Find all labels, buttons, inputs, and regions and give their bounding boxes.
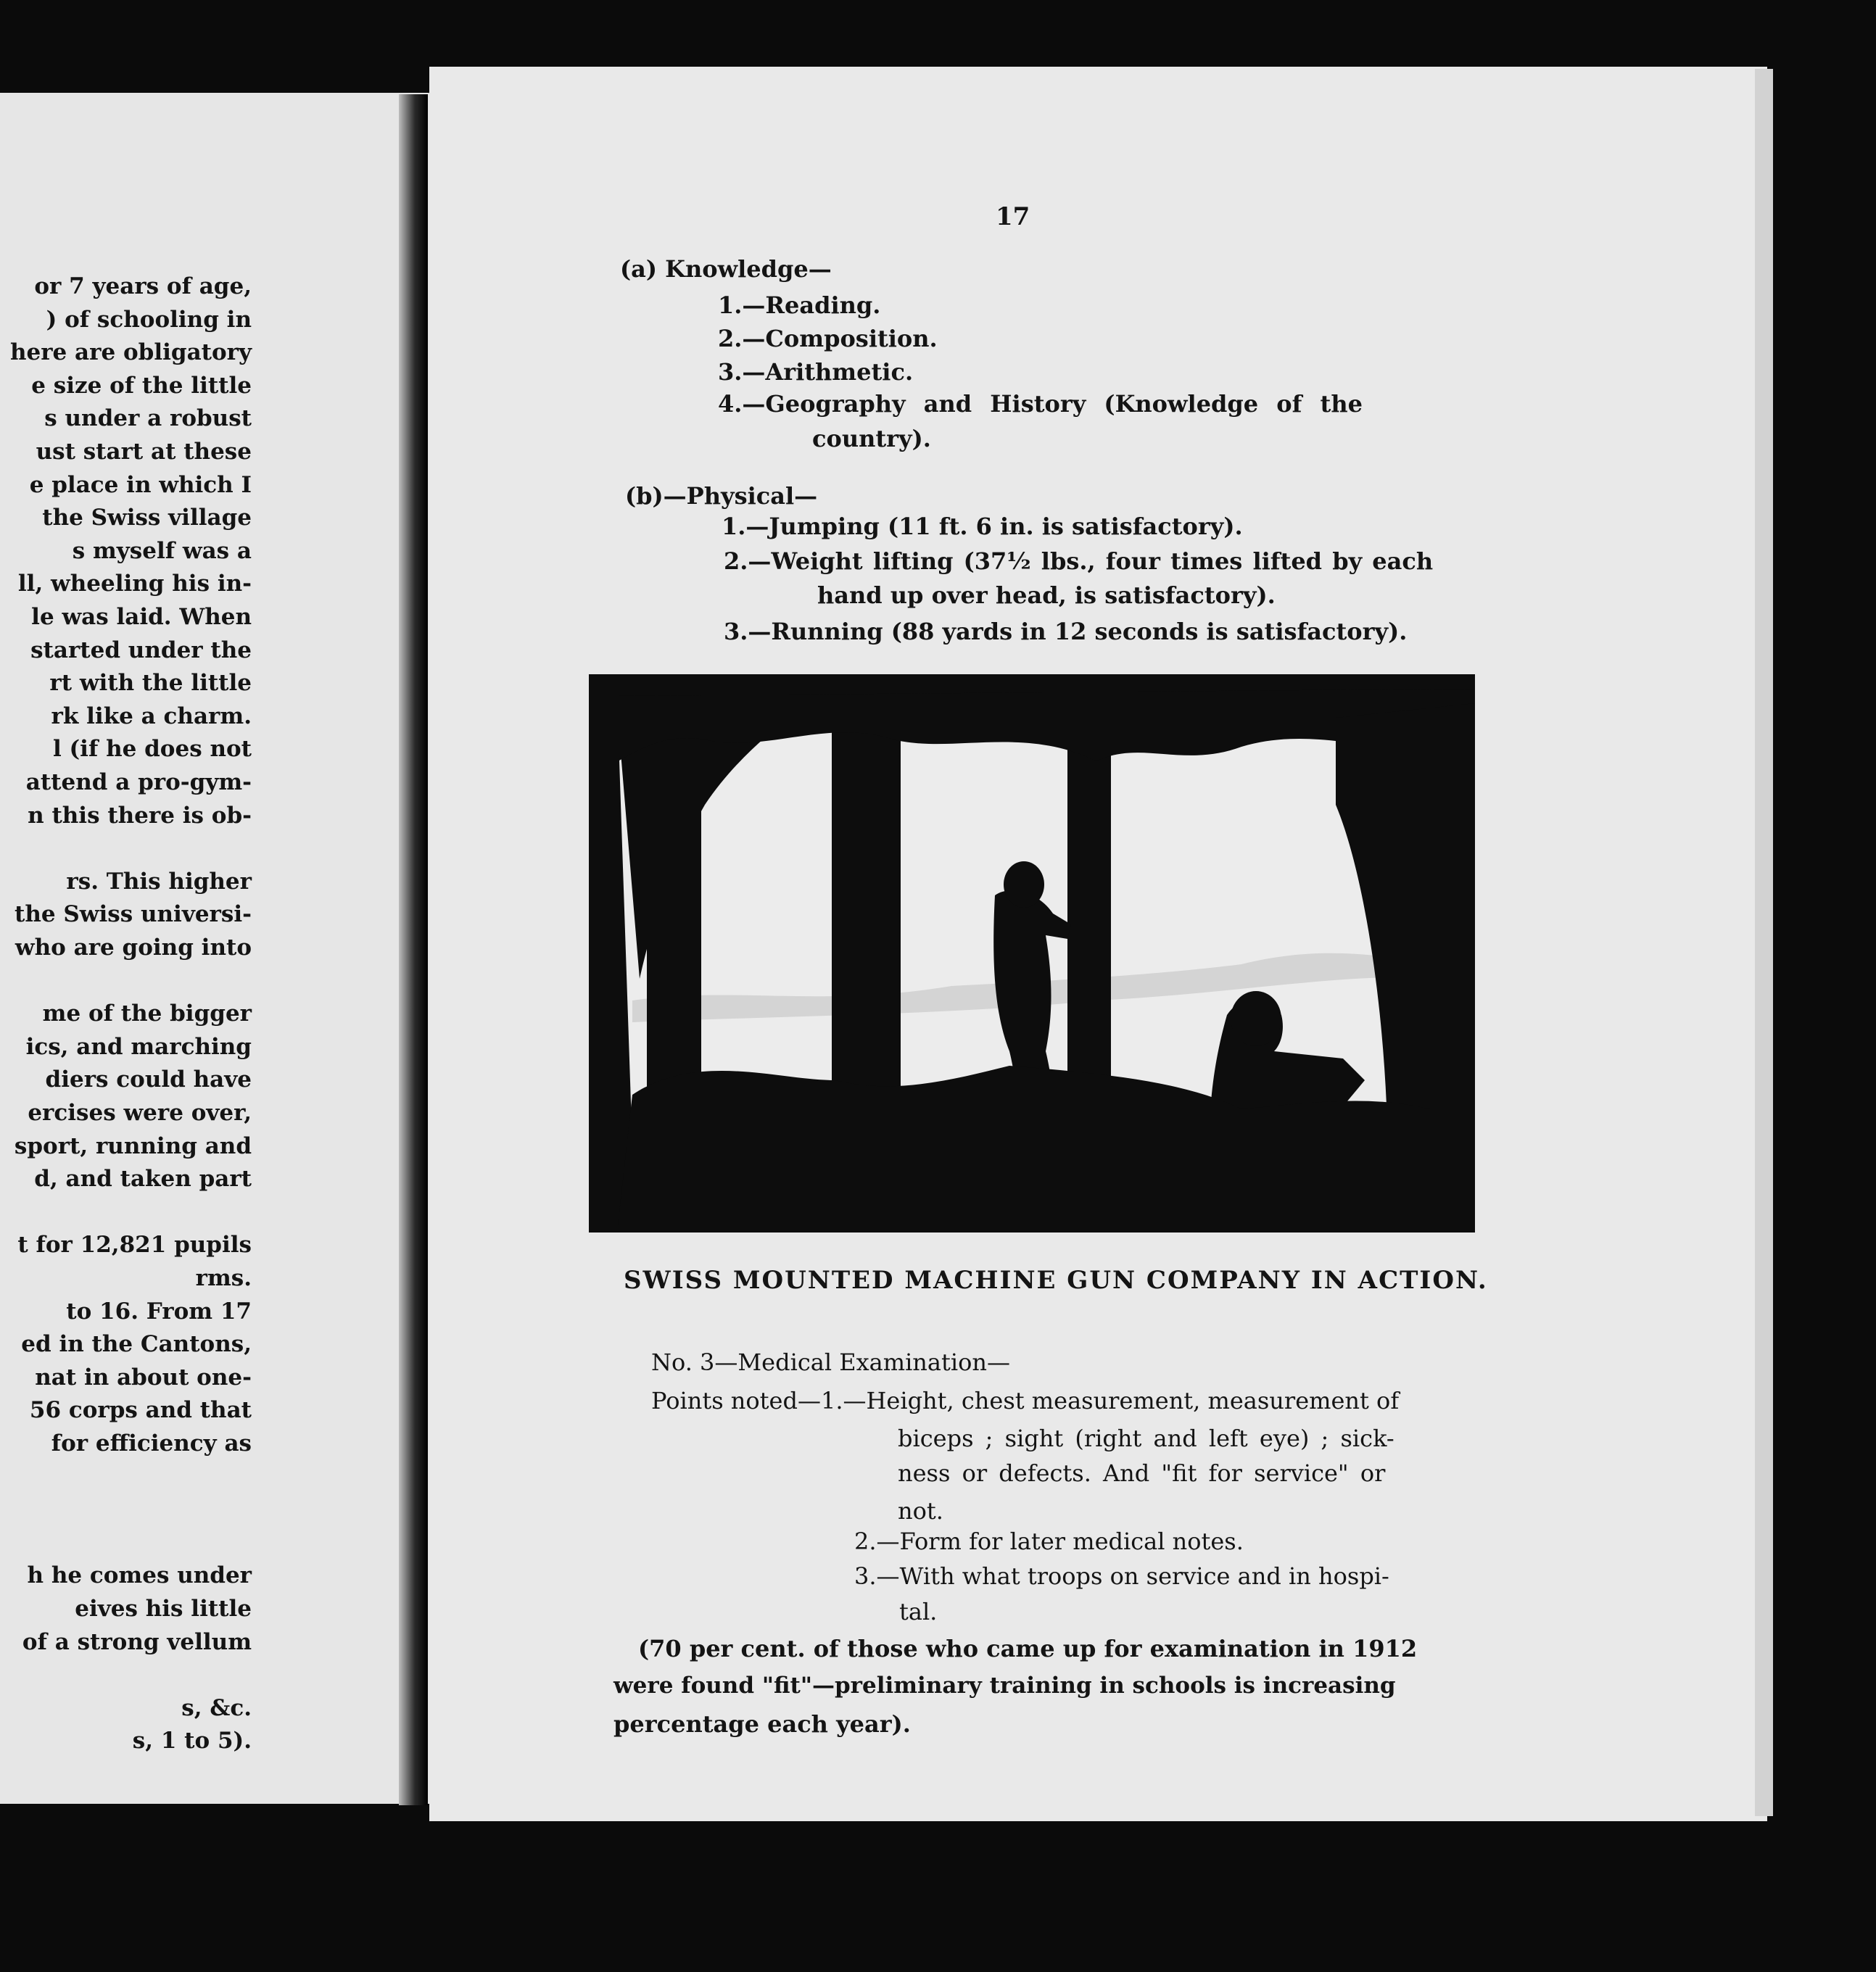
left-page-line: me of the bigger [42, 1000, 252, 1027]
left-page-line: ) of schooling in [46, 306, 252, 333]
book-gutter [399, 94, 428, 1805]
knowledge-heading: (a) Knowledge— [620, 255, 832, 283]
left-page-line: n this there is ob- [28, 802, 252, 829]
left-page-line: e size of the little [31, 372, 252, 399]
left-page-line: le was laid. When [31, 604, 252, 630]
medical-line: biceps ; sight (right and left eye) ; sick- [898, 1425, 1394, 1452]
page-edge [1755, 69, 1773, 1816]
note-line: percentage each year). [613, 1710, 911, 1738]
forest-silhouette-illustration [589, 674, 1475, 1232]
left-page-line: started under the [30, 637, 252, 663]
knowledge-item: 2.—Composition. [718, 325, 938, 352]
left-page-line: who are going into [15, 935, 252, 961]
photo-caption: SWISS MOUNTED MACHINE GUN COMPANY IN ACTION. [624, 1266, 1488, 1295]
physical-heading: (b)—Physical— [625, 482, 818, 510]
left-page-line: ercises were over, [28, 1100, 252, 1126]
left-page-line: ust start at these [36, 439, 252, 465]
left-page-line: e place in which I [29, 471, 252, 498]
left-page-line: h he comes under [27, 1562, 252, 1589]
medical-line: tal. [899, 1598, 938, 1625]
knowledge-item: country). [812, 425, 931, 452]
left-page-line: attend a pro-gym- [25, 769, 252, 795]
medical-line: Points noted—1.—Height, chest measurement, measurement of [651, 1387, 1400, 1414]
left-page-line: the Swiss village [42, 505, 252, 531]
medical-line: ness or defects. And "fit for service" or [898, 1459, 1386, 1487]
left-page-line: ed in the Cantons, [21, 1331, 252, 1358]
left-page-line: 56 corps and that [29, 1397, 252, 1424]
knowledge-item: 4.—Geography and History (Knowledge of the [718, 390, 1363, 418]
left-page-line: t for 12,821 pupils [17, 1232, 252, 1259]
left-page-line: diers could have [45, 1066, 252, 1093]
medical-heading: No. 3—Medical Examination— [651, 1348, 1010, 1376]
left-page [0, 93, 431, 1804]
left-page-line: rk like a charm. [51, 703, 252, 729]
medical-line: not. [898, 1497, 943, 1525]
left-page-line: of a strong vellum [22, 1628, 252, 1655]
left-page-line: rms. [195, 1265, 252, 1291]
left-page-line: s, &c. [181, 1694, 252, 1721]
left-page-line: ll, wheeling his in- [17, 571, 252, 597]
left-page-line: s under a robust [44, 405, 252, 432]
physical-item: 1.—Jumping (11 ft. 6 in. is satisfactory). [722, 513, 1243, 540]
knowledge-item: 3.—Arithmetic. [718, 358, 914, 386]
left-page-line: rs. This higher [66, 868, 252, 895]
physical-item: 3.—Running (88 yards in 12 seconds is satisfactory). [724, 618, 1408, 645]
left-page-line: s, 1 to 5). [132, 1728, 252, 1754]
left-page-line: or 7 years of age, [34, 273, 252, 299]
left-page-line: for efficiency as [51, 1430, 252, 1457]
machine-gun-photo [589, 674, 1475, 1232]
medical-line: 2.—Form for later medical notes. [854, 1528, 1244, 1555]
physical-item: 2.—Weight lifting (37½ lbs., four times lifted by each [724, 547, 1434, 575]
knowledge-item: 1.—Reading. [718, 291, 881, 319]
note-line: (70 per cent. of those who came up for examination in 1912 [638, 1635, 1418, 1662]
physical-item: hand up over head, is satisfactory). [817, 581, 1276, 609]
left-page-line: eives his little [75, 1596, 252, 1622]
left-page-line: sport, running and [14, 1132, 252, 1159]
medical-line: 3.—With what troops on service and in hospi- [854, 1562, 1389, 1590]
note-line: were found "fit"—preliminary training in schools is increasing [613, 1673, 1396, 1699]
left-page-line: nat in about one- [35, 1364, 252, 1391]
left-page-line: d, and taken part [34, 1166, 252, 1193]
left-page-line: to 16. From 17 [66, 1298, 252, 1325]
left-page-line: here are obligatory [9, 339, 252, 366]
left-page-line: the Swiss universi- [15, 901, 252, 928]
left-page-line: s myself was a [72, 537, 252, 564]
page-number: 17 [996, 202, 1030, 231]
left-page-line: rt with the little [49, 670, 252, 697]
left-page-line: ics, and marching [25, 1033, 252, 1060]
left-page-line: l (if he does not [52, 736, 252, 763]
